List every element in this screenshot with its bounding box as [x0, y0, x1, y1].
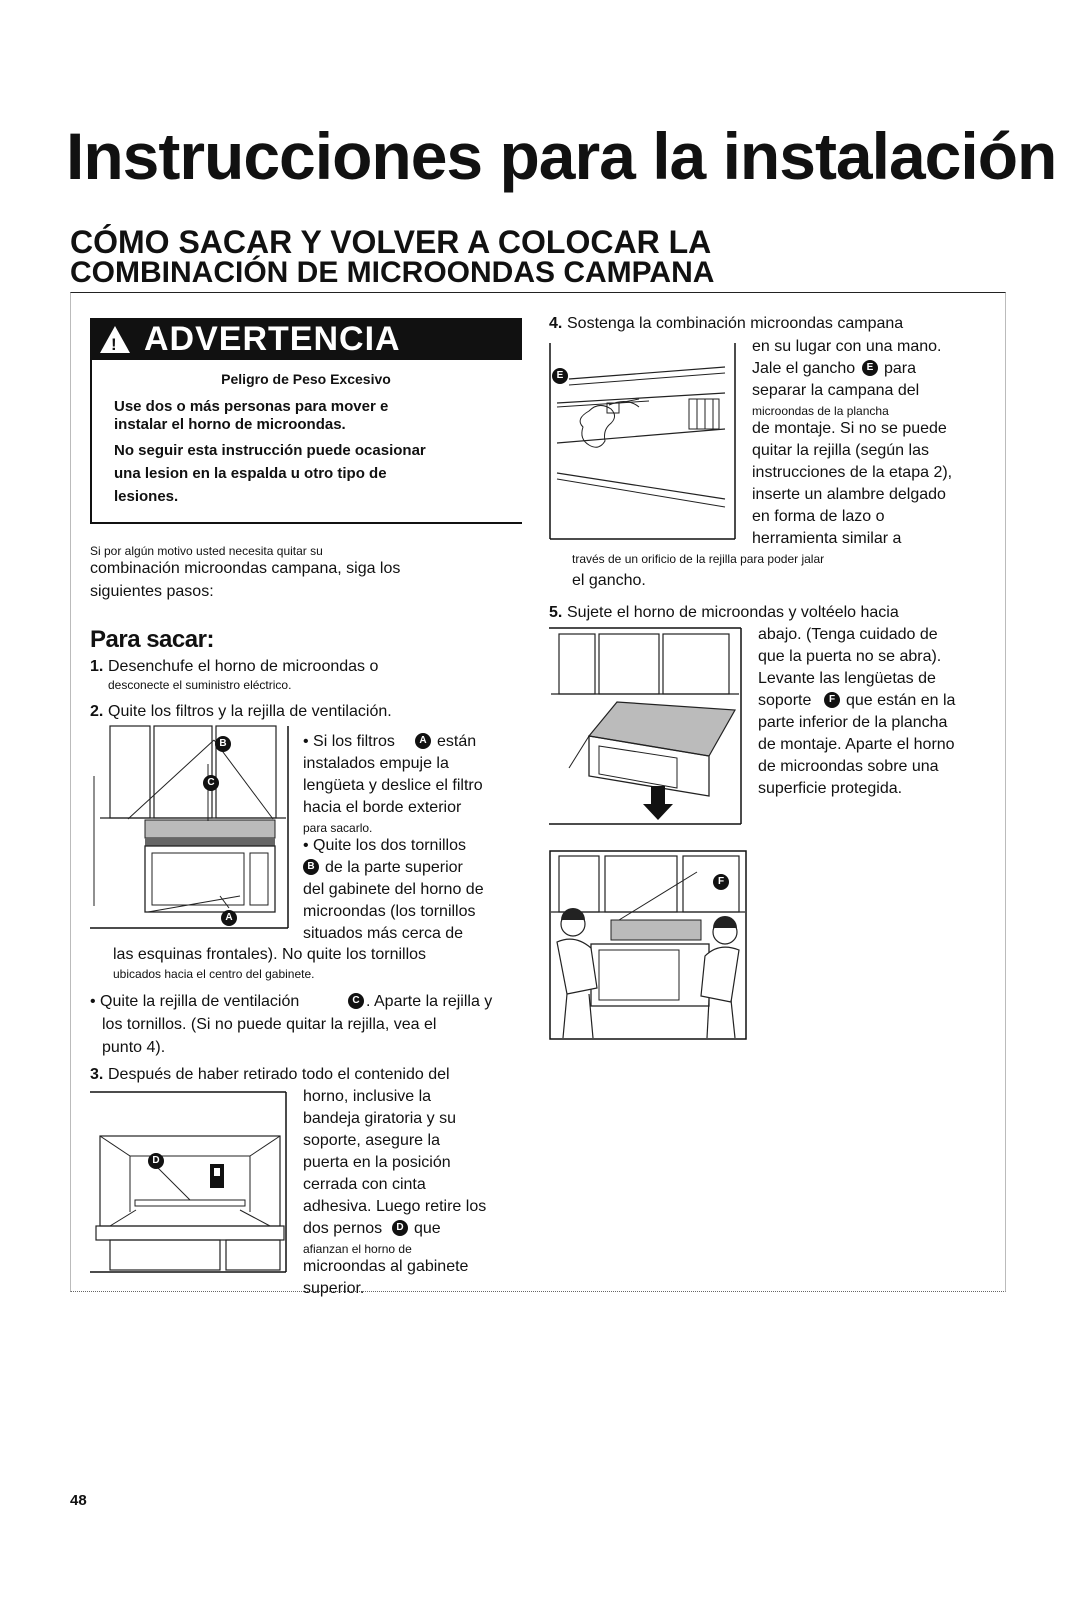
step5-illustration — [549, 628, 745, 826]
step2-b1-line1b: están — [437, 733, 477, 750]
callout-e-icon: E — [552, 368, 568, 384]
step2-b1-line5: para sacarlo. — [303, 821, 373, 835]
step5-line5a: soporte — [758, 692, 812, 709]
step5-line5b: que están en la — [846, 692, 956, 709]
warning-text-2c: lesiones. — [114, 488, 179, 505]
step4-line4: separar la campana del — [752, 382, 920, 399]
step4-line7: quitar la rejilla (según las — [752, 442, 929, 459]
section-title-line2: COMBINACIÓN DE MICROONDAS CAMPANA — [70, 256, 715, 289]
step3-line8a: dos pernos — [303, 1220, 383, 1237]
callout-c-inline-icon: C — [348, 993, 364, 1009]
step3-line2: horno, inclusive la — [303, 1088, 432, 1105]
step4-illustration — [549, 343, 739, 541]
step2-b3-line1a: • Quite la rejilla de ventilación — [90, 993, 300, 1010]
warning-text-2b: una lesion en la espalda u otro tipo de — [114, 465, 387, 482]
callout-b-inline-icon: B — [303, 859, 319, 875]
warning-label: ADVERTENCIA — [90, 318, 522, 360]
step5-number: 5. — [549, 604, 563, 621]
callout-d-inline-icon: D — [392, 1220, 408, 1236]
callout-a-inline-icon: A — [415, 733, 431, 749]
step2-b2-line7: ubicados hacia el centro del gabinete. — [113, 967, 315, 981]
section-title-line1: CÓMO SACAR Y VOLVER A COLOCAR LA — [70, 224, 712, 260]
step3-line8b: que — [414, 1220, 441, 1237]
step4-line2: en su lugar con una mano. — [752, 338, 942, 355]
step5-line8: de microondas sobre una — [758, 758, 939, 775]
step2-b1-line4: hacia el borde exterior — [303, 799, 462, 816]
step3-line10: microondas al gabinete — [303, 1258, 469, 1275]
step3-number: 3. — [90, 1066, 104, 1083]
page-title: Instrucciones para la instalación — [66, 119, 1057, 193]
step2-b1-line3: lengüeta y deslice el filtro — [303, 777, 483, 794]
step4-line9: inserte un alambre delgado — [752, 486, 946, 503]
step2-b3-line1b: . Aparte la rejilla y — [366, 993, 493, 1010]
callout-f-icon: F — [713, 874, 729, 890]
warning-text-1b: instalar el horno de microondas. — [114, 416, 346, 433]
step2-b2-line5: situados más cerca de — [303, 925, 464, 942]
step4-line11: herramienta similar a — [752, 530, 902, 547]
step5-line6: parte inferior de la plancha — [758, 714, 948, 731]
step2-b3-line2: los tornillos. (Si no puede quitar la rejilla, vea el — [102, 1016, 437, 1033]
step3-line7: adhesiva. Luego retire los — [303, 1198, 487, 1215]
callout-f-inline-icon: F — [824, 692, 840, 708]
step3-line6: cerrada con cinta — [303, 1176, 426, 1193]
step1-line2: desconecte el suministro eléctrico. — [108, 678, 292, 692]
step5-line9: superficie protegida. — [758, 780, 903, 797]
step1-line1: Desenchufe el horno de microondas o — [108, 658, 379, 675]
step1-number: 1. — [90, 658, 104, 675]
callout-c-icon: C — [203, 775, 219, 791]
step3-illustration — [90, 1092, 290, 1274]
step3-line5: puerta en la posición — [303, 1154, 451, 1171]
step4-number: 4. — [549, 315, 563, 332]
step2-b3-line3: punto 4). — [102, 1039, 166, 1056]
step4-line8: instrucciones de la etapa 2), — [752, 464, 953, 481]
step2-b1-line1a: • Si los filtros — [303, 733, 395, 750]
step3-line9: afianzan el horno de — [303, 1242, 412, 1256]
intro-line3: siguientes pasos: — [90, 583, 214, 600]
step4-line13: el gancho. — [572, 572, 646, 589]
warning-subtitle: Peligro de Peso Excesivo — [221, 371, 391, 387]
step3-line3: bandeja giratoria y su — [303, 1110, 456, 1127]
step5-line2: abajo. (Tenga cuidado de — [758, 626, 938, 643]
step4-line1: Sostenga la combinación microondas campana — [567, 315, 904, 332]
step5-line7: de montaje. Aparte el horno — [758, 736, 955, 753]
page-number: 48 — [70, 1492, 87, 1509]
step5-line4: Levante las lengüetas de — [758, 670, 936, 687]
step2-b2-line4: microondas (los tornillos — [303, 903, 476, 920]
step3-line1: Después de haber retirado todo el contenido del — [108, 1066, 450, 1083]
step2-b2-line2: de la parte superior — [325, 859, 463, 876]
step4-line10: en forma de lazo o — [752, 508, 885, 525]
step2-b2-line3: del gabinete del horno de — [303, 881, 484, 898]
step5-line1: Sujete el horno de microondas y voltéelo hacia — [567, 604, 899, 621]
warning-text-2a: No seguir esta instrucción puede ocasionar — [114, 442, 426, 459]
intro-line1: Si por algún motivo usted necesita quitar su — [90, 544, 323, 558]
step2-illustration — [90, 726, 290, 930]
callout-a-icon: A — [221, 910, 237, 926]
step2-b2-line1: • Quite los dos tornillos — [303, 837, 467, 854]
step3-line4: soporte, asegure la — [303, 1132, 440, 1149]
warning-exclamation-icon: ! — [111, 335, 117, 354]
callout-d-icon: D — [148, 1153, 164, 1169]
para-sacar-heading: Para sacar: — [90, 626, 214, 653]
step5-line3: que la puerta no se abra). — [758, 648, 942, 665]
warning-text-1a: Use dos o más personas para mover e — [114, 398, 389, 415]
step4-line6: de montaje. Si no se puede — [752, 420, 947, 437]
step4-line3a: Jale el gancho — [752, 360, 856, 377]
step4-line5: microondas de la plancha — [752, 404, 889, 418]
step2-b2-line6: las esquinas frontales). No quite los tornillos — [113, 946, 427, 963]
step3-line11: superior. — [303, 1280, 365, 1297]
step4-line12: través de un orificio de la rejilla para poder jalar — [572, 552, 825, 566]
callout-e-inline-icon: E — [862, 360, 878, 376]
intro-line2: combinación microondas campana, siga los — [90, 560, 401, 577]
step2-b1-line2: instalados empuje la — [303, 755, 449, 772]
step2-number: 2. — [90, 703, 104, 720]
step2-intro: Quite los filtros y la rejilla de ventilación. — [108, 703, 392, 720]
callout-b-icon: B — [215, 736, 231, 752]
step4-line3b: para — [884, 360, 917, 377]
